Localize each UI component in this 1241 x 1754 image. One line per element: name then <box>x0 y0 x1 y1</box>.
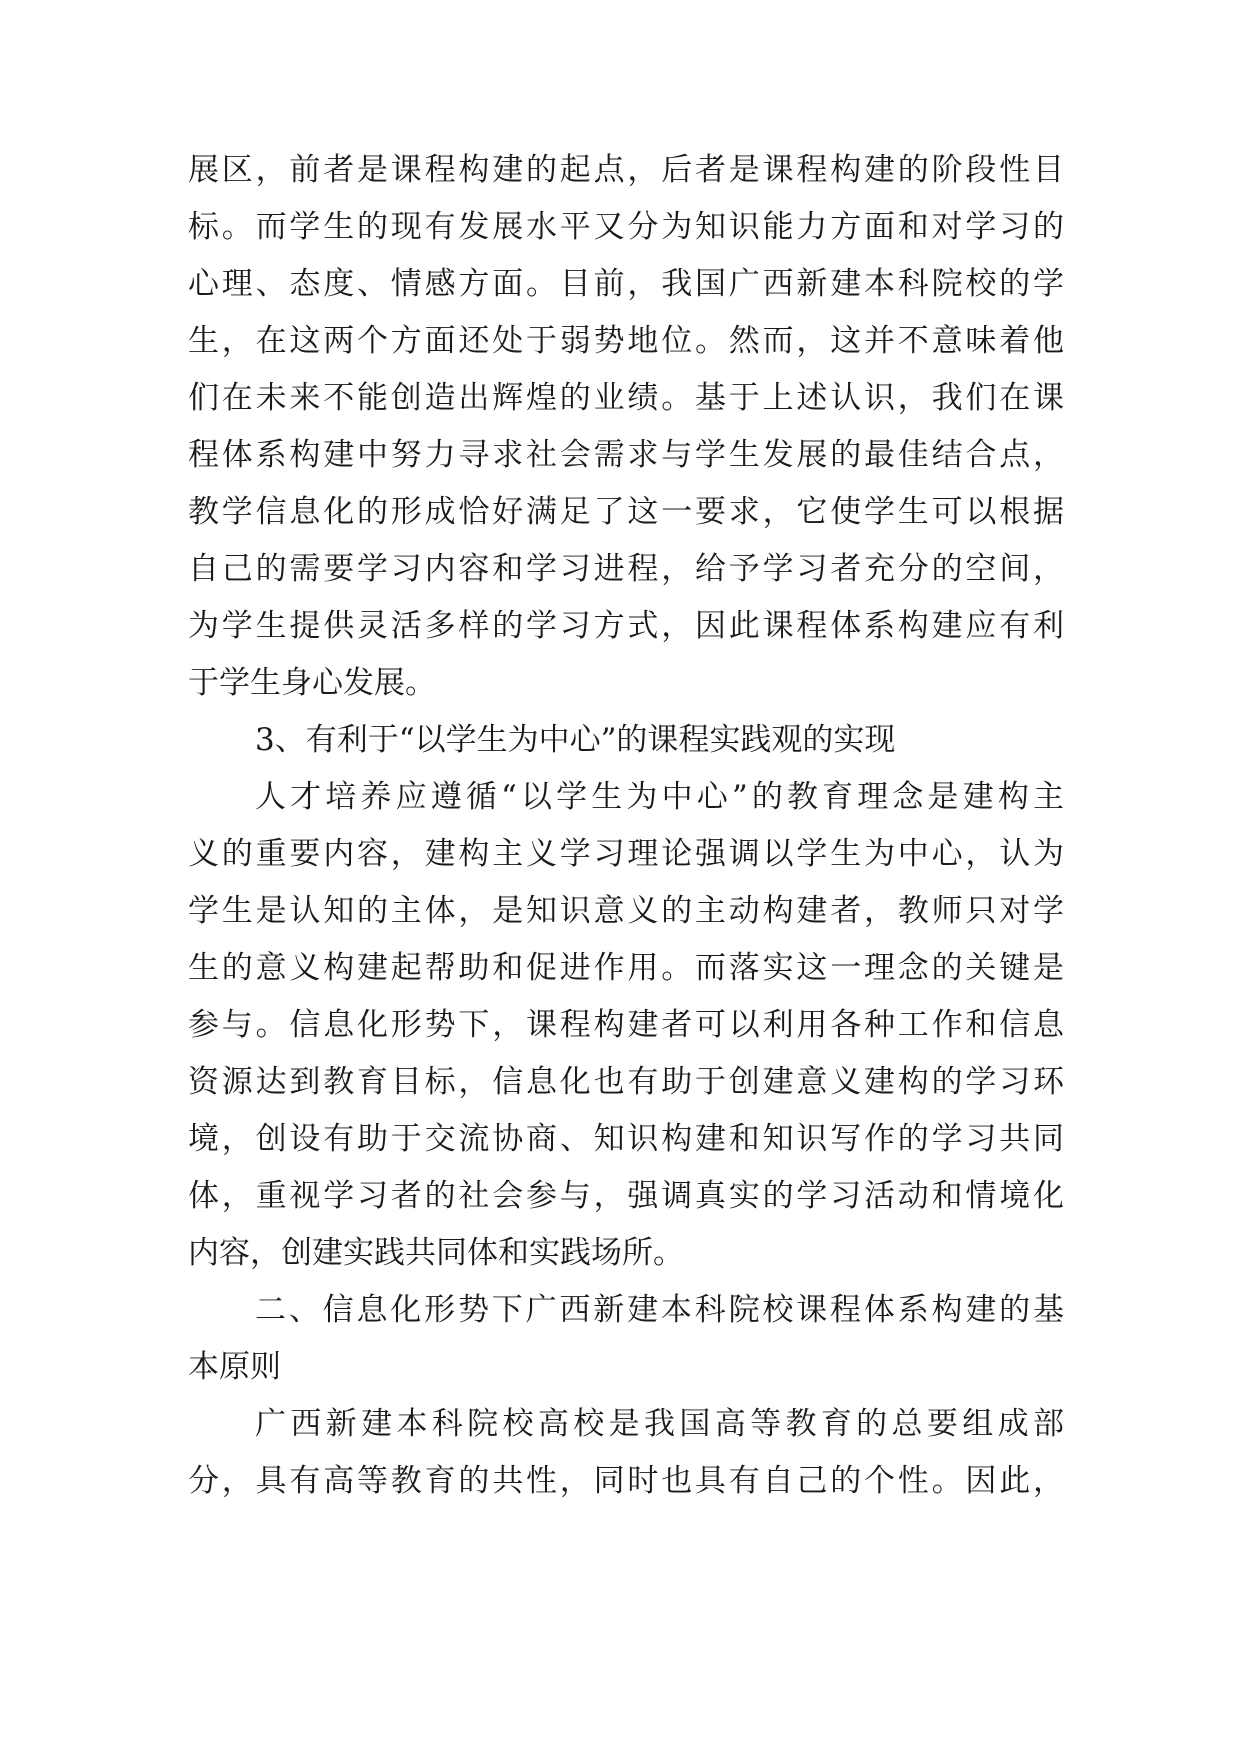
text-line: 于学生身心发展。 <box>188 665 436 701</box>
section-heading: 3、有利于“以学生为中心”的课程实践观的实现 <box>255 722 896 758</box>
text-line: 参与。信息化形势下，课程构建者可以利用各种工作和信息 <box>188 1007 1064 1043</box>
text-line: 分，具有高等教育的共性，同时也具有自己的个性。因此， <box>188 1463 1064 1499</box>
text-line: 体，重视学习者的社会参与，强调真实的学习活动和情境化 <box>188 1178 1064 1214</box>
text-line: 标。而学生的现有发展水平又分为知识能力方面和对学习的 <box>188 209 1064 245</box>
text-line: 境，创设有助于交流协商、知识构建和知识写作的学习共同 <box>188 1121 1064 1157</box>
text-line: 程体系构建中努力寻求社会需求与学生发展的最佳结合点， <box>188 437 1064 473</box>
section-heading-continued: 本原则 <box>188 1349 281 1385</box>
text-line: 内容，创建实践共同体和实践场所。 <box>188 1235 684 1271</box>
text-line: 展区，前者是课程构建的起点，后者是课程构建的阶段性目 <box>188 152 1064 188</box>
text-line: 资源达到教育目标，信息化也有助于创建意义建构的学习环 <box>188 1064 1064 1100</box>
text-line: 义的重要内容，建构主义学习理论强调以学生为中心，认为 <box>188 836 1064 872</box>
text-line: 心理、态度、情感方面。目前，我国广西新建本科院校的学 <box>188 266 1064 302</box>
text-line: 教学信息化的形成恰好满足了这一要求，它使学生可以根据 <box>188 494 1064 530</box>
text-line: 为学生提供灵活多样的学习方式，因此课程体系构建应有利 <box>188 608 1064 644</box>
text-line: 们在未来不能创造出辉煌的业绩。基于上述认识，我们在课 <box>188 380 1064 416</box>
section-heading: 二、信息化形势下广西新建本科院校课程体系构建的基 <box>255 1292 1064 1328</box>
text-line: 人才培养应遵循“以学生为中心”的教育理念是建构主 <box>255 779 1064 815</box>
text-line: 学生是认知的主体，是知识意义的主动构建者，教师只对学 <box>188 893 1064 929</box>
text-line: 生的意义构建起帮助和促进作用。而落实这一理念的关键是 <box>188 950 1064 986</box>
text-line: 自己的需要学习内容和学习进程，给予学习者充分的空间， <box>188 551 1064 587</box>
text-line: 生，在这两个方面还处于弱势地位。然而，这并不意味着他 <box>188 323 1064 359</box>
text-line: 广西新建本科院校高校是我国高等教育的总要组成部 <box>255 1406 1064 1442</box>
